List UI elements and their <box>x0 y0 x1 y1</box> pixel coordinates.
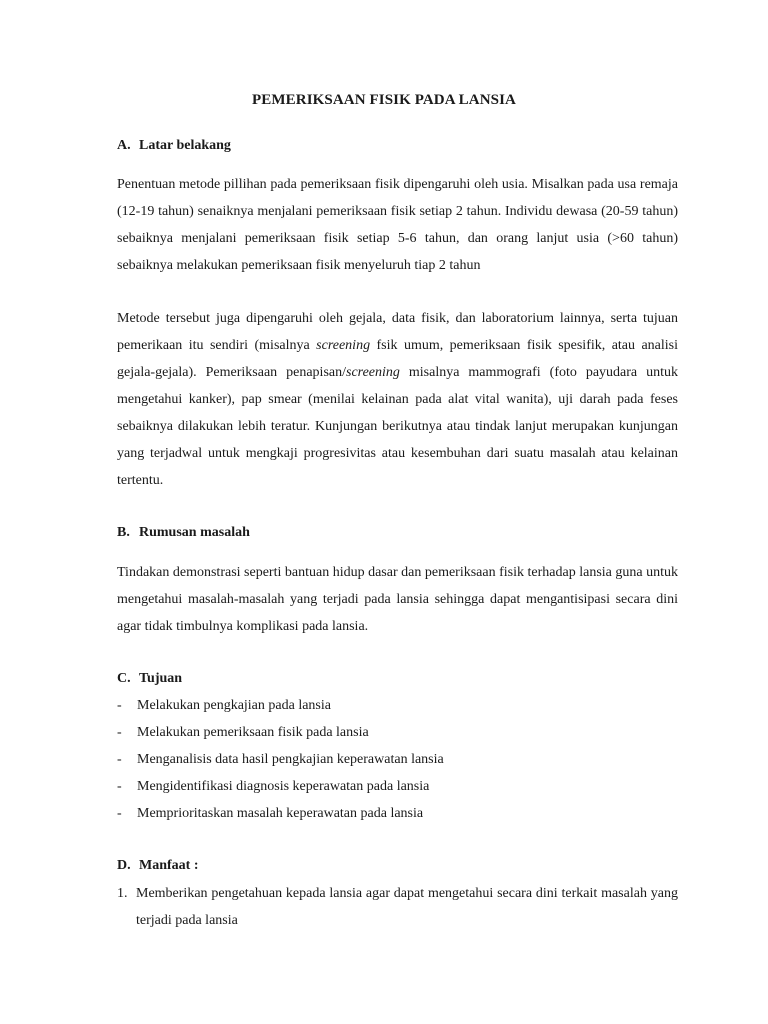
list-item <box>117 692 678 719</box>
section-b-letter: B. <box>117 525 130 540</box>
section-c-title: Tujuan <box>139 671 183 686</box>
section-a-p2-emphasis-1: screening <box>316 338 371 353</box>
dash-bullet: - <box>117 779 122 794</box>
list-number: 1. <box>117 886 128 901</box>
list-item <box>117 773 678 800</box>
manfaat-list <box>117 880 678 934</box>
section-a-paragraph-2 <box>117 305 678 494</box>
section-a-p2-text-2: fsik umum, pemeriksaan fisik spesifik, atau analisi gejala-gejala). Pemeriksaan penapisan/ <box>117 338 678 380</box>
section-b-title: Rumusan masalah <box>139 525 250 540</box>
section-d-title: Manfaat : <box>139 858 199 873</box>
list-item-text: Melakukan pemeriksaan fisik pada lansia <box>137 725 369 740</box>
section-a-title: Latar belakang <box>139 138 231 153</box>
section-a-p2-text-1: Metode tersebut juga dipengaruhi oleh gejala, data fisik, dan laboratorium lainnya, serta tujuan pemerikaan itu sendiri (misalnya <box>117 311 678 353</box>
dash-bullet: - <box>117 752 122 767</box>
section-c-heading <box>117 671 182 687</box>
section-a-p2-emphasis-2: screening <box>346 365 400 380</box>
section-b-heading <box>117 525 250 541</box>
list-item-text: Melakukan pengkajian pada lansia <box>137 698 331 713</box>
list-item <box>117 746 678 773</box>
section-a-paragraph-1: Penentuan metode pillihan pada pemeriksaan fisik dipengaruhi oleh usia. Misalkan pada usa remaja (12-19 tahun) senaiknya menjalani pemeriksaan fisik setiap 2 tahun. Individu dewasa (20-59 tahun) sebaiknya menjalani pemeriksaan fisik setiap 5-6 tahun, dan orang lanjut usia (>60 tahun) sebaiknya melakukan pemeriksaan fisik menyeluruh tiap 2 tahun <box>117 177 678 273</box>
dash-bullet: - <box>117 806 122 821</box>
list-item-text: Memberikan pengetahuan kepada lansia agar dapat mengetahui secara dini terkait masalah yang terjadi pada lansia <box>136 886 678 928</box>
section-c-letter: C. <box>117 671 131 686</box>
list-item-text: Memprioritaskan masalah keperawatan pada lansia <box>137 806 424 821</box>
list-item <box>117 800 678 827</box>
list-item <box>117 719 678 746</box>
section-a-letter: A. <box>117 138 131 153</box>
document-title: PEMERIKSAAN FISIK PADA LANSIA <box>252 92 516 108</box>
section-b-paragraph-1: Tindakan demonstrasi seperti bantuan hidup dasar dan pemeriksaan fisik terhadap lansia guna untuk mengetahui masalah-masalah yang terjadi pada lansia sehingga dapat mengantisipasi secara dini agar tidak timbulnya komplikasi pada lansia. <box>117 565 678 634</box>
list-item <box>117 880 678 934</box>
section-d-letter: D. <box>117 858 131 873</box>
list-item-text: Menganalisis data hasil pengkajian keperawatan lansia <box>137 752 444 767</box>
dash-bullet: - <box>117 725 122 740</box>
list-item-text: Mengidentifikasi diagnosis keperawatan pada lansia <box>137 779 430 794</box>
section-a-p2-text-3: misalnya mammografi (foto payudara untuk mengetahui kanker), pap smear (menilai kelainan pada alat vital wanita), uji darah pada feses sebaiknya dilakukan lebih teratur. Kunjungan berikutnya atau tindak lanjut merupakan kunjungan yang terjadwal untuk mengkaji progresivitas atau kesembuhan dari suatu masalah atau kelainan tertentu. <box>117 365 678 488</box>
section-d-heading <box>117 858 199 874</box>
dash-bullet: - <box>117 698 122 713</box>
tujuan-list <box>117 692 678 827</box>
section-a-heading <box>117 138 231 154</box>
